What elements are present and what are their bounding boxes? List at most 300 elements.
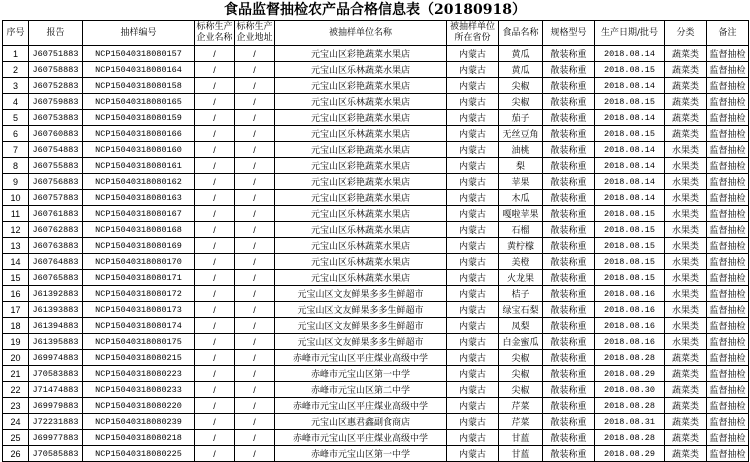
table-row [3,254,749,270]
cell-category: 蔬菜类 [665,78,707,94]
cell-province: 内蒙古 [447,238,499,254]
cell-note: 监督抽检 [707,398,749,414]
cell-food: 尖椒 [499,78,543,94]
cell-date: 2018.08.15 [595,222,665,238]
cell-food: 油桃 [499,142,543,158]
cell-category: 蔬菜类 [665,398,707,414]
cell-report: J60755883 [29,158,83,174]
header-row [3,21,749,46]
cell-mfr-name: / [195,398,235,414]
cell-sample-no: NCP15040318080161 [83,158,195,174]
cell-sampled-unit: 元宝山区彩艳蔬菜水果店 [275,46,447,62]
cell-mfr-name: / [195,126,235,142]
cell-spec: 散装称重 [543,222,595,238]
cell-sampled-unit: 元宝山区文友鲜果多多生鲜超市 [275,286,447,302]
cell-mfr-name: / [195,174,235,190]
cell-note: 监督抽检 [707,318,749,334]
cell-province: 内蒙古 [447,254,499,270]
cell-mfr-addr: / [235,94,275,110]
cell-category: 蔬菜类 [665,110,707,126]
cell-mfr-addr: / [235,318,275,334]
cell-province: 内蒙古 [447,350,499,366]
cell-food: 尖椒 [499,94,543,110]
cell-note: 监督抽检 [707,254,749,270]
cell-category: 水果类 [665,270,707,286]
cell-seq: 14 [3,254,29,270]
cell-sample-no: NCP15040318080218 [83,430,195,446]
header-mfr-name: 标称生产企业名称 [195,21,235,46]
cell-date: 2018.08.14 [595,110,665,126]
header-province: 被抽样单位所在省份 [447,21,499,46]
table-row [3,414,749,430]
header-category: 分类 [665,21,707,46]
cell-date: 2018.08.15 [595,270,665,286]
cell-mfr-addr: / [235,414,275,430]
cell-mfr-addr: / [235,398,275,414]
cell-mfr-addr: / [235,110,275,126]
header-spec: 规格型号 [543,21,595,46]
cell-seq: 1 [3,46,29,62]
cell-mfr-addr: / [235,430,275,446]
cell-seq: 25 [3,430,29,446]
cell-mfr-name: / [195,446,235,462]
cell-note: 监督抽检 [707,430,749,446]
cell-sampled-unit: 元宝山区乐林蔬菜水果店 [275,270,447,286]
cell-food: 甘蓝 [499,430,543,446]
cell-report: J60754883 [29,142,83,158]
cell-mfr-addr: / [235,46,275,62]
cell-spec: 散装称重 [543,382,595,398]
cell-mfr-name: / [195,350,235,366]
cell-note: 监督抽检 [707,110,749,126]
cell-mfr-addr: / [235,78,275,94]
cell-report: J61394883 [29,318,83,334]
cell-date: 2018.08.29 [595,446,665,462]
cell-category: 蔬菜类 [665,62,707,78]
cell-sample-no: NCP15040318080233 [83,382,195,398]
cell-date: 2018.08.15 [595,94,665,110]
cell-food: 绿宝石梨 [499,302,543,318]
cell-report: J60751883 [29,46,83,62]
cell-report: J60764883 [29,254,83,270]
cell-mfr-addr: / [235,190,275,206]
cell-spec: 散装称重 [543,286,595,302]
table-row [3,158,749,174]
table-row [3,302,749,318]
cell-mfr-name: / [195,366,235,382]
cell-spec: 散装称重 [543,270,595,286]
cell-food: 苹果 [499,174,543,190]
cell-sampled-unit: 赤峰市元宝山区平庄煤业高级中学 [275,350,447,366]
cell-province: 内蒙古 [447,430,499,446]
cell-date: 2018.08.14 [595,174,665,190]
cell-food: 梨 [499,158,543,174]
header-mfr-addr: 标称生产企业地址 [235,21,275,46]
cell-sampled-unit: 元宝山区乐林蔬菜水果店 [275,62,447,78]
cell-sampled-unit: 赤峰市元宝山区第二中学 [275,382,447,398]
cell-note: 监督抽检 [707,382,749,398]
cell-date: 2018.08.14 [595,142,665,158]
cell-mfr-addr: / [235,366,275,382]
cell-mfr-addr: / [235,158,275,174]
cell-sample-no: NCP15040318080169 [83,238,195,254]
cell-mfr-addr: / [235,238,275,254]
cell-mfr-addr: / [235,446,275,462]
cell-food: 白金蜜瓜 [499,334,543,350]
table-row [3,382,749,398]
table-row [3,334,749,350]
cell-food: 木瓜 [499,190,543,206]
cell-note: 监督抽检 [707,270,749,286]
cell-category: 水果类 [665,206,707,222]
cell-spec: 散装称重 [543,446,595,462]
cell-mfr-addr: / [235,142,275,158]
cell-spec: 散装称重 [543,142,595,158]
cell-food: 嘎啦苹果 [499,206,543,222]
document-title: 食品监督抽检农产品合格信息表（20180918） [224,2,526,18]
cell-spec: 散装称重 [543,366,595,382]
cell-date: 2018.08.14 [595,158,665,174]
cell-mfr-name: / [195,158,235,174]
cell-mfr-addr: / [235,126,275,142]
cell-category: 水果类 [665,302,707,318]
cell-spec: 散装称重 [543,126,595,142]
table-row [3,446,749,462]
cell-category: 水果类 [665,174,707,190]
cell-note: 监督抽检 [707,190,749,206]
cell-sample-no: NCP15040318080158 [83,78,195,94]
cell-seq: 4 [3,94,29,110]
cell-spec: 散装称重 [543,398,595,414]
cell-mfr-name: / [195,318,235,334]
cell-date: 2018.08.15 [595,62,665,78]
cell-report: J69974883 [29,350,83,366]
cell-date: 2018.08.28 [595,350,665,366]
cell-report: J61392883 [29,286,83,302]
cell-category: 蔬菜类 [665,382,707,398]
cell-seq: 16 [3,286,29,302]
cell-sample-no: NCP15040318080160 [83,142,195,158]
cell-sample-no: NCP15040318080173 [83,302,195,318]
cell-report: J69979883 [29,398,83,414]
cell-mfr-name: / [195,270,235,286]
cell-mfr-name: / [195,110,235,126]
cell-province: 内蒙古 [447,318,499,334]
cell-sample-no: NCP15040318080165 [83,94,195,110]
cell-spec: 散装称重 [543,238,595,254]
cell-note: 监督抽检 [707,158,749,174]
cell-food: 石榴 [499,222,543,238]
cell-sample-no: NCP15040318080170 [83,254,195,270]
cell-spec: 散装称重 [543,78,595,94]
table-row [3,430,749,446]
cell-report: J60752883 [29,78,83,94]
cell-food: 芹菜 [499,414,543,430]
cell-spec: 散装称重 [543,110,595,126]
cell-province: 内蒙古 [447,382,499,398]
cell-province: 内蒙古 [447,126,499,142]
cell-seq: 13 [3,238,29,254]
cell-note: 监督抽检 [707,286,749,302]
cell-food: 茄子 [499,110,543,126]
cell-category: 蔬菜类 [665,430,707,446]
cell-sample-no: NCP15040318080220 [83,398,195,414]
cell-category: 水果类 [665,254,707,270]
cell-province: 内蒙古 [447,158,499,174]
cell-province: 内蒙古 [447,414,499,430]
cell-seq: 9 [3,174,29,190]
cell-category: 蔬菜类 [665,414,707,430]
cell-report: J70583883 [29,366,83,382]
cell-mfr-name: / [195,382,235,398]
cell-mfr-name: / [195,78,235,94]
cell-report: J60759883 [29,94,83,110]
cell-mfr-name: / [195,430,235,446]
cell-food: 甘蓝 [499,446,543,462]
cell-note: 监督抽检 [707,78,749,94]
table-row [3,222,749,238]
cell-sampled-unit: 元宝山区彩艳蔬菜水果店 [275,158,447,174]
cell-report: J72231883 [29,414,83,430]
cell-date: 2018.08.15 [595,126,665,142]
cell-spec: 散装称重 [543,190,595,206]
cell-province: 内蒙古 [447,206,499,222]
table-row [3,142,749,158]
cell-mfr-addr: / [235,254,275,270]
cell-sampled-unit: 元宝山区乐林蔬菜水果店 [275,222,447,238]
cell-mfr-addr: / [235,350,275,366]
cell-spec: 散装称重 [543,334,595,350]
cell-date: 2018.08.28 [595,398,665,414]
cell-note: 监督抽检 [707,302,749,318]
cell-province: 内蒙古 [447,174,499,190]
cell-sampled-unit: 元宝山区乐林蔬菜水果店 [275,254,447,270]
cell-sample-no: NCP15040318080174 [83,318,195,334]
cell-report: J70585883 [29,446,83,462]
cell-province: 内蒙古 [447,270,499,286]
cell-sampled-unit: 元宝山区彩艳蔬菜水果店 [275,174,447,190]
cell-category: 水果类 [665,334,707,350]
cell-seq: 2 [3,62,29,78]
cell-report: J60762883 [29,222,83,238]
table-row [3,62,749,78]
cell-sample-no: NCP15040318080164 [83,62,195,78]
cell-spec: 散装称重 [543,302,595,318]
cell-sample-no: NCP15040318080168 [83,222,195,238]
cell-seq: 20 [3,350,29,366]
cell-report: J69977883 [29,430,83,446]
cell-sampled-unit: 元宝山区文友鲜果多多生鲜超市 [275,318,447,334]
cell-mfr-name: / [195,334,235,350]
cell-date: 2018.08.28 [595,430,665,446]
cell-mfr-name: / [195,46,235,62]
cell-report: J61395883 [29,334,83,350]
cell-mfr-addr: / [235,206,275,222]
cell-mfr-addr: / [235,286,275,302]
cell-sampled-unit: 元宝山区乐林蔬菜水果店 [275,206,447,222]
table-row [3,46,749,62]
cell-note: 监督抽检 [707,446,749,462]
cell-spec: 散装称重 [543,430,595,446]
cell-mfr-name: / [195,286,235,302]
cell-mfr-name: / [195,222,235,238]
table-row [3,318,749,334]
cell-category: 水果类 [665,286,707,302]
cell-food: 火龙果 [499,270,543,286]
cell-seq: 17 [3,302,29,318]
cell-sample-no: NCP15040318080171 [83,270,195,286]
cell-spec: 散装称重 [543,62,595,78]
cell-report: J60757883 [29,190,83,206]
cell-category: 蔬菜类 [665,366,707,382]
cell-sample-no: NCP15040318080166 [83,126,195,142]
table-row [3,206,749,222]
cell-category: 蔬菜类 [665,446,707,462]
cell-spec: 散装称重 [543,206,595,222]
cell-spec: 散装称重 [543,46,595,62]
cell-mfr-name: / [195,94,235,110]
cell-sampled-unit: 元宝山区乐林蔬菜水果店 [275,238,447,254]
cell-food: 尖椒 [499,366,543,382]
cell-mfr-addr: / [235,302,275,318]
cell-spec: 散装称重 [543,254,595,270]
cell-spec: 散装称重 [543,174,595,190]
table-row [3,78,749,94]
cell-category: 蔬菜类 [665,46,707,62]
cell-province: 内蒙古 [447,302,499,318]
cell-date: 2018.08.15 [595,206,665,222]
table-row [3,398,749,414]
cell-seq: 23 [3,398,29,414]
cell-sampled-unit: 元宝山区彩艳蔬菜水果店 [275,142,447,158]
cell-sample-no: NCP15040318080159 [83,110,195,126]
cell-category: 水果类 [665,318,707,334]
cell-note: 监督抽检 [707,126,749,142]
cell-mfr-addr: / [235,62,275,78]
cell-mfr-name: / [195,142,235,158]
cell-category: 水果类 [665,190,707,206]
cell-province: 内蒙古 [447,222,499,238]
cell-sampled-unit: 元宝山区彩艳蔬菜水果店 [275,110,447,126]
cell-food: 美橙 [499,254,543,270]
cell-note: 监督抽检 [707,238,749,254]
cell-food: 黄瓜 [499,46,543,62]
cell-sample-no: NCP15040318080175 [83,334,195,350]
cell-province: 内蒙古 [447,446,499,462]
header-report: 报告 [29,21,83,46]
table-row [3,286,749,302]
cell-category: 水果类 [665,238,707,254]
cell-sample-no: NCP15040318080167 [83,206,195,222]
inspection-table [2,20,749,462]
cell-report: J71474883 [29,382,83,398]
header-sampled-unit: 被抽样单位名称 [275,21,447,46]
cell-province: 内蒙古 [447,62,499,78]
table-row [3,366,749,382]
cell-sampled-unit: 元宝山区文友鲜果多多生鲜超市 [275,302,447,318]
cell-food: 黄瓜 [499,62,543,78]
cell-date: 2018.08.16 [595,286,665,302]
cell-sampled-unit: 赤峰市元宝山区平庄煤业高级中学 [275,398,447,414]
cell-food: 黄柠檬 [499,238,543,254]
cell-report: J60756883 [29,174,83,190]
cell-note: 监督抽检 [707,334,749,350]
table-row [3,350,749,366]
table-row [3,126,749,142]
cell-food: 无丝豆角 [499,126,543,142]
cell-mfr-name: / [195,190,235,206]
cell-date: 2018.08.30 [595,382,665,398]
cell-food: 尖椒 [499,350,543,366]
cell-seq: 24 [3,414,29,430]
cell-province: 内蒙古 [447,334,499,350]
cell-mfr-addr: / [235,222,275,238]
cell-province: 内蒙古 [447,78,499,94]
cell-seq: 7 [3,142,29,158]
cell-seq: 26 [3,446,29,462]
cell-sampled-unit: 元宝山区乐林蔬菜水果店 [275,94,447,110]
cell-date: 2018.08.16 [595,302,665,318]
cell-mfr-addr: / [235,270,275,286]
cell-date: 2018.08.15 [595,254,665,270]
cell-note: 监督抽检 [707,350,749,366]
cell-seq: 12 [3,222,29,238]
table-row [3,94,749,110]
cell-seq: 19 [3,334,29,350]
cell-date: 2018.08.16 [595,334,665,350]
header-sample-no: 抽样编号 [83,21,195,46]
cell-mfr-name: / [195,62,235,78]
cell-category: 蔬菜类 [665,94,707,110]
cell-province: 内蒙古 [447,366,499,382]
table-row [3,110,749,126]
cell-mfr-name: / [195,254,235,270]
header-note: 备注 [707,21,749,46]
cell-date: 2018.08.31 [595,414,665,430]
cell-seq: 15 [3,270,29,286]
cell-category: 水果类 [665,142,707,158]
header-food: 食品名称 [499,21,543,46]
cell-note: 监督抽检 [707,174,749,190]
cell-food: 桔子 [499,286,543,302]
cell-food: 尖椒 [499,382,543,398]
cell-spec: 散装称重 [543,350,595,366]
cell-mfr-name: / [195,414,235,430]
header-date: 生产日期/批号 [595,21,665,46]
table-row [3,174,749,190]
cell-spec: 散装称重 [543,158,595,174]
cell-report: J60761883 [29,206,83,222]
cell-mfr-addr: / [235,334,275,350]
cell-mfr-addr: / [235,382,275,398]
cell-note: 监督抽检 [707,94,749,110]
cell-note: 监督抽检 [707,222,749,238]
cell-seq: 11 [3,206,29,222]
table-row [3,190,749,206]
cell-sampled-unit: 元宝山区彩艳蔬菜水果店 [275,78,447,94]
cell-sampled-unit: 元宝山区彩艳蔬菜水果店 [275,190,447,206]
cell-seq: 6 [3,126,29,142]
cell-mfr-name: / [195,238,235,254]
cell-note: 监督抽检 [707,142,749,158]
cell-province: 内蒙古 [447,94,499,110]
cell-sampled-unit: 赤峰市元宝山区第一中学 [275,366,447,382]
cell-spec: 散装称重 [543,94,595,110]
cell-sampled-unit: 赤峰市元宝山区第一中学 [275,446,447,462]
cell-spec: 散装称重 [543,318,595,334]
cell-mfr-name: / [195,206,235,222]
cell-report: J60760883 [29,126,83,142]
